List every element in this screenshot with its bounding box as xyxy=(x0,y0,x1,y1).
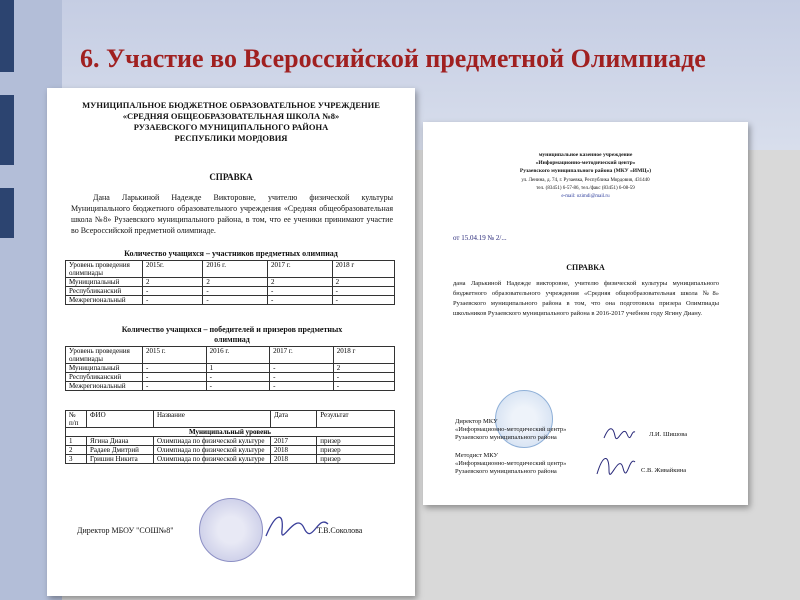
table-cell: 3 xyxy=(66,455,87,464)
table-cell: - xyxy=(143,364,207,373)
table-cell: Муниципальный xyxy=(66,278,143,287)
table-cell: 2 xyxy=(268,278,333,287)
table-row xyxy=(66,437,395,446)
table-cell: - xyxy=(332,287,394,296)
table3-header: Название xyxy=(154,411,271,428)
sign2-line: Методист МКУ xyxy=(455,452,499,459)
table2-header: 2015 г. xyxy=(143,347,207,364)
table-cell: 2 xyxy=(66,446,87,455)
center-certificate xyxy=(423,122,748,505)
winners-list-table xyxy=(65,410,395,464)
doc2-header-line: муниципальное казенное учреждение xyxy=(538,152,633,158)
table-cell: Муниципальный xyxy=(66,364,143,373)
table1-header: 2018 г xyxy=(332,261,394,278)
table-row xyxy=(66,373,395,382)
sidebar-accent-2 xyxy=(0,95,14,165)
table-cell: Республиканский xyxy=(66,373,143,382)
table2-header: 2018 г xyxy=(333,347,394,364)
table-row xyxy=(66,296,395,305)
sidebar-accent-3 xyxy=(0,188,14,238)
sign1-line: «Информационно-методический центр» xyxy=(455,426,567,433)
table-cell: - xyxy=(268,296,333,305)
table-cell: Олимпиада по физической культуре xyxy=(154,455,271,464)
table-row xyxy=(66,446,395,455)
doc2-header-line: Рузаевского муниципального района (МКУ «ИМЦ») xyxy=(519,168,652,174)
table1-header: 2016 г. xyxy=(203,261,268,278)
table-cell: 1 xyxy=(66,437,87,446)
table2-header: 2017 г. xyxy=(270,347,334,364)
doc1-header-line: РЕСПУБЛИКИ МОРДОВИЯ xyxy=(174,133,288,143)
table-cell: 2018 xyxy=(271,455,317,464)
table-cell: 2 xyxy=(203,278,268,287)
doc2-header-line: ул. Ленина, д. 74, г. Рузаевка, Республика Мордовия, 431440 xyxy=(521,178,650,183)
table2-header: Уровень проведения олимпиады xyxy=(66,347,143,364)
sign1-line: Рузаевского муниципального района xyxy=(455,434,557,441)
doc1-header-line: «СРЕДНЯЯ ОБЩЕОБРАЗОВАТЕЛЬНАЯ ШКОЛА №8» xyxy=(122,111,340,121)
director-signature-icon xyxy=(601,422,637,444)
doc2-ref: от 15.04.19 № 2/... xyxy=(453,234,507,242)
doc1-header-line: РУЗАЕВСКОГО МУНИЦИПАЛЬНОГО РАЙОНА xyxy=(133,122,329,132)
table-cell: - xyxy=(203,296,268,305)
table3-section: Муниципальный уровень xyxy=(66,428,395,437)
doc2-header-line: e-mail: ozimdi@mail.ru xyxy=(561,194,610,199)
doc2-header-line: «Информационно-методический центр» xyxy=(535,160,636,166)
table-cell: - xyxy=(270,373,334,382)
table-cell: призер xyxy=(317,437,395,446)
table-cell: - xyxy=(332,296,394,305)
table-cell: Межрегиональный xyxy=(66,382,143,391)
table-cell: Республиканский xyxy=(66,287,143,296)
table-cell: Радаев Дмитрий xyxy=(87,446,154,455)
table-cell: 2 xyxy=(143,278,203,287)
table-cell: - xyxy=(143,382,207,391)
table-cell: Ягина Диана xyxy=(87,437,154,446)
table-cell: призер xyxy=(317,455,395,464)
director-name: Т.В.Соколова xyxy=(317,526,363,535)
sign2-name: С.В. Живайкина xyxy=(641,467,687,474)
doc2-header-line: тел. (83451) 6-57-86, тел./факс (83451) 6-08-59 xyxy=(536,186,635,191)
table3-header: Дата xyxy=(271,411,317,428)
director-label: Директор МБОУ "СОШ№8" xyxy=(77,526,174,535)
table-cell: - xyxy=(143,296,203,305)
table-cell: Олимпиада по физической культуре xyxy=(154,437,271,446)
sign1-line: Директор МКУ xyxy=(455,418,498,425)
methodist-signature-icon xyxy=(593,450,637,480)
table3-header: ФИО xyxy=(87,411,154,428)
doc1-body: Дана Ларькиной Надежде Викторовне, учителю физической культуры Муниципального бюджетного образовательного учреждения «Средняя общеобразовательная школа №8» Рузаевского муниципального района, в том, что ее ученики принимают участие во Всероссийской предметной олимпиаде. xyxy=(71,193,393,235)
table-row xyxy=(66,382,395,391)
sign2-line: «Информационно-методический центр» xyxy=(455,460,567,467)
table1-header: 2017 г. xyxy=(268,261,333,278)
table-cell: - xyxy=(268,287,333,296)
table-row xyxy=(66,364,395,373)
sign1-name: Л.И. Шишова xyxy=(649,431,688,438)
table-cell: Межрегиональный xyxy=(66,296,143,305)
table-cell: - xyxy=(333,373,394,382)
table1-header: 2015г. xyxy=(143,261,203,278)
table-cell: - xyxy=(270,382,334,391)
table-cell: - xyxy=(333,382,394,391)
table-cell: - xyxy=(270,364,334,373)
table-cell: 2018 xyxy=(271,446,317,455)
sidebar-accent-1 xyxy=(0,0,14,72)
table-cell: Гришин Никита xyxy=(87,455,154,464)
table-cell: Олимпиада по физической культуре xyxy=(154,446,271,455)
table-cell: - xyxy=(203,287,268,296)
doc2-body: дана Ларькиной Надежде викторовне, учителю физической культуры муниципального бюджетного образовательного учреждения «Средняя общеобразовательная школа №8» Рузаевского муниципального района в том, что она подготовила призера Олимпиады школьников Рузаевского муниципального района в 2016-2017 учебном году Ягину Диану. xyxy=(453,280,719,317)
table-cell: призер xyxy=(317,446,395,455)
table-row xyxy=(66,278,395,287)
table-cell: - xyxy=(143,373,207,382)
table-cell: 1 xyxy=(206,364,270,373)
table-row xyxy=(66,455,395,464)
doc1-heading: СПРАВКА xyxy=(209,172,253,182)
table2-header: 2016 г. xyxy=(206,347,270,364)
school-certificate xyxy=(47,88,415,596)
table-cell: - xyxy=(206,373,270,382)
table1-caption: Количество учащихся – участников предметных олимпиад xyxy=(124,249,338,258)
table-cell: - xyxy=(143,287,203,296)
winners-table xyxy=(65,346,395,391)
slide-title: 6. Участие во Всероссийской предметной Олимпиаде xyxy=(80,44,706,73)
table-cell: 2 xyxy=(332,278,394,287)
sign2-line: Рузаевского муниципального района xyxy=(455,468,557,475)
table-cell: 2017 xyxy=(271,437,317,446)
table-cell: - xyxy=(206,382,270,391)
participants-table xyxy=(65,260,395,305)
table3-header: Результат xyxy=(317,411,395,428)
table-cell: 2 xyxy=(333,364,394,373)
table1-header: Уровень проведения олимпиады xyxy=(66,261,143,278)
doc2-heading: СПРАВКА xyxy=(566,263,605,272)
table3-header: № п/п xyxy=(66,411,87,428)
table-row xyxy=(66,287,395,296)
doc1-header-line: МУНИЦИПАЛЬНОЕ БЮДЖЕТНОЕ ОБРАЗОВАТЕЛЬНОЕ УЧРЕЖДЕНИЕ xyxy=(82,100,380,110)
table2-caption: Количество учащихся – победителей и призеров предметных олимпиад xyxy=(121,325,343,344)
school-seal-icon xyxy=(199,498,263,562)
